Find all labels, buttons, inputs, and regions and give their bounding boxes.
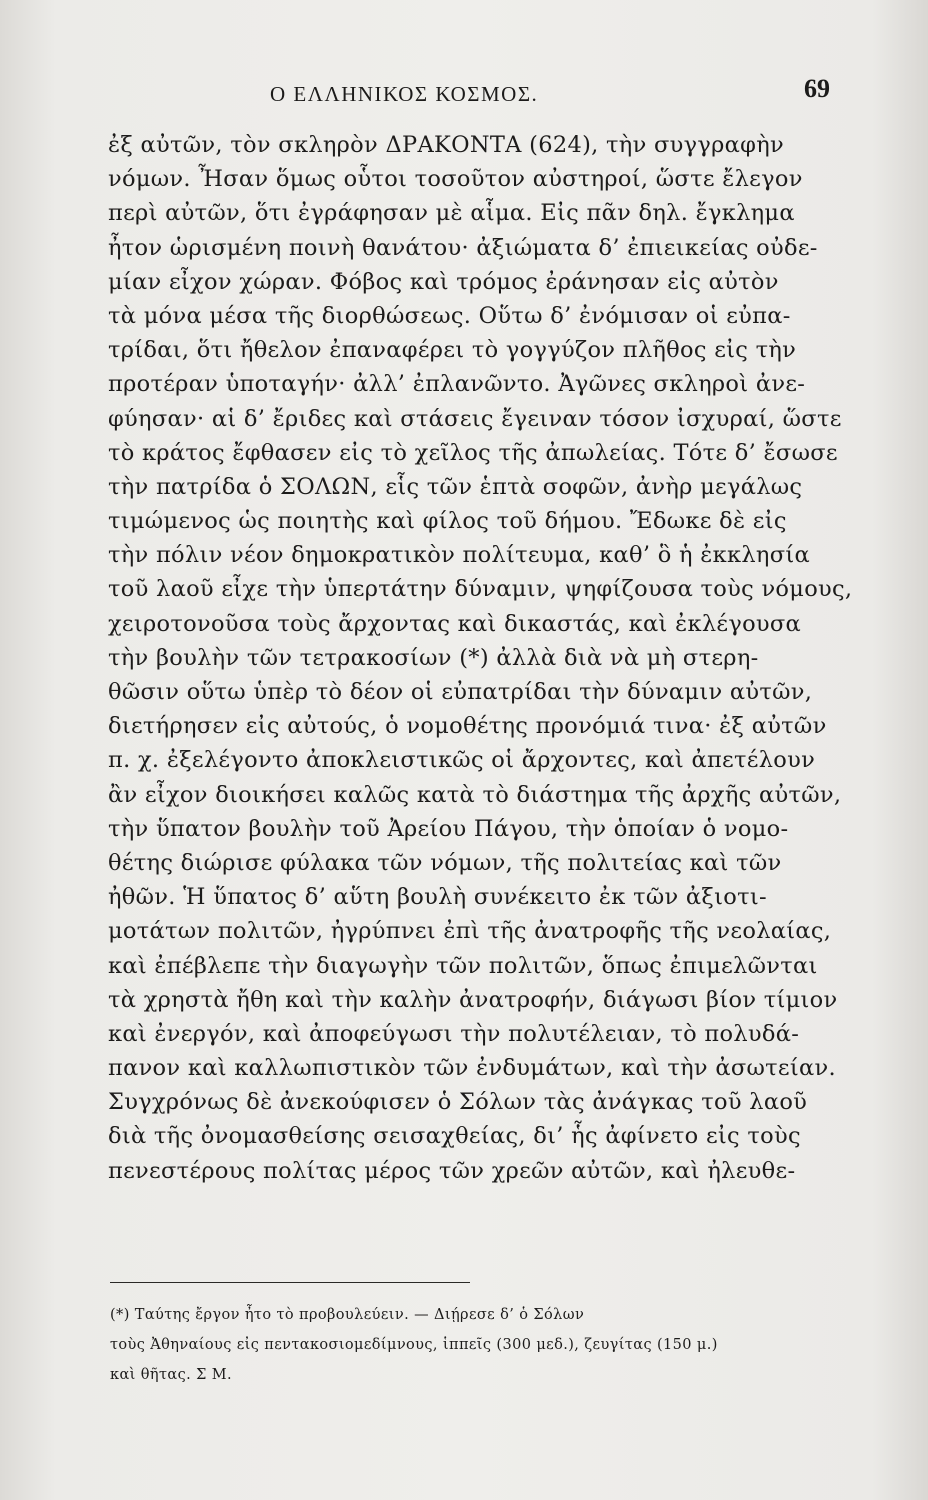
text-line: θέτης διώρισε φύλακα τῶν νόμων, τῆς πολιτείας καὶ τῶν — [108, 849, 782, 876]
main-text — [108, 128, 853, 1188]
text-line: προτέραν ὑποταγήν· ἀλλ’ ἐπλανῶντο. Ἀγῶνες σκληροὶ ἀνε- — [108, 371, 806, 398]
footnote-line: καὶ θῆτας. Σ Μ. — [110, 1367, 233, 1383]
text-line: φύησαν· αἱ δ’ ἔριδες καὶ στάσεις ἔγειναν τόσον ἰσχυραί, ὥστε — [108, 405, 842, 432]
text-line: πανον καὶ καλλωπιστικὸν τῶν ἐνδυμάτων, καὶ τὴν ἀσωτείαν. — [108, 1055, 836, 1082]
text-line: τὴν βουλὴν τῶν τετρακοσίων (*) ἀλλὰ διὰ νὰ μὴ στερη- — [108, 644, 759, 671]
footnote — [110, 1300, 770, 1390]
text-line: καὶ ἐνεργόν, καὶ ἀποφεύγωσι τὴν πολυτέλειαν, τὸ πολυδά- — [108, 1020, 800, 1047]
text-line: μοτάτων πολιτῶν, ἠγρύπνει ἐπὶ τῆς ἀνατροφῆς τῆς νεολαίας, — [108, 918, 832, 945]
text-line: ἠθῶν. Ἡ ὕπατος δ’ αὕτη βουλὴ συνέκειτο ἐκ τῶν ἀξιοτι- — [108, 884, 767, 911]
text-line: νόμων. Ἦσαν ὅμως οὗτοι τοσοῦτον αὐστηροί, ὥστε ἔλεγον — [108, 166, 803, 193]
text-line: περὶ αὐτῶν, ὅτι ἐγράφησαν μὲ αἷμα. Εἰς πᾶν δηλ. ἔγκλημα — [108, 200, 795, 227]
text-line: καὶ ἐπέβλεπε τὴν διαγωγὴν τῶν πολιτῶν, ὅπως ἐπιμελῶνται — [108, 952, 818, 979]
text-line: ἐξ αὐτῶν, τὸν σκληρὸν ΔΡΑΚΟΝΤΑ (624), τὴν συγγραφὴν — [108, 132, 784, 158]
text-line: χειροτονοῦσα τοὺς ἄρχοντας καὶ δικαστάς, καὶ ἐκλέγουσα — [108, 610, 802, 637]
text-line: τὴν πόλιν νέον δημοκρατικὸν πολίτευμα, καθ’ ὃ ἡ ἐκκλησία — [108, 542, 810, 569]
text-line: τὸ κράτος ἔφθασεν εἰς τὸ χεῖλος τῆς ἀπωλείας. Τότε δ’ ἔσωσε — [108, 439, 838, 466]
text-line: ἂν εἶχον διοικήσει καλῶς κατὰ τὸ διάστημα τῆς ἀρχῆς αὐτῶν, — [108, 781, 842, 808]
text-line: μίαν εἶχον χώραν. Φόβος καὶ τρόμος ἐράνησαν εἰς αὐτὸν — [108, 268, 779, 295]
text-line: π. χ. ἐξελέγοντο ἀποκλειστικῶς οἱ ἄρχοντες, καὶ ἀπετέλουν — [108, 747, 816, 774]
text-line: Συγχρόνως δὲ ἀνεκούφισεν ὁ Σόλων τὰς ἀνάγκας τοῦ λαοῦ — [108, 1089, 808, 1116]
text-line: τὰ μόνα μέσα τῆς διορθώσεως. Οὕτω δ’ ἐνόμισαν οἱ εὐπα- — [108, 302, 791, 329]
text-line: διὰ τῆς ὀνομασθείσης σεισαχθείας, δι’ ἧς ἀφίνετο εἰς τοὺς — [108, 1123, 801, 1150]
text-line: διετήρησεν εἰς αὐτούς, ὁ νομοθέτης προνόμιά τινα· ἐξ αὐτῶν — [108, 713, 827, 740]
text-line: τὰ χρηστὰ ἤθη καὶ τὴν καλὴν ἀνατροφήν, διάγωσι βίον τίμιον — [108, 986, 838, 1013]
text-line: τοῦ λαοῦ εἶχε τὴν ὑπερτάτην δύναμιν, ψηφίζουσα τοὺς νόμους, — [108, 576, 853, 603]
text-line: πενεστέρους πολίτας μέρος τῶν χρεῶν αὐτῶν, καὶ ἠλευθε- — [108, 1157, 796, 1184]
text-line: ἦτον ὡρισμένη ποινὴ θανάτου· ἀξιώματα δ’ ἐπιεικείας οὐδε- — [108, 234, 818, 261]
text-line: τὴν ὕπατον βουλὴν τοῦ Ἀρείου Πάγου, τὴν ὁποίαν ὁ νομο- — [108, 815, 789, 842]
text-line: θῶσιν οὕτω ὑπὲρ τὸ δέον οἱ εὐπατρίδαι τὴν δύναμιν αὐτῶν, — [108, 679, 813, 705]
text-line: τρίδαι, ὅτι ἤθελον ἐπαναφέρει τὸ γογγύζον πλῆθος εἰς τὴν — [108, 337, 797, 364]
page-number: 69 — [804, 74, 830, 103]
footnote-line: (*) Ταύτης ἔργον ἦτο τὸ προβουλεύειν. — Διῄρεσε δ’ ὁ Σόλων — [110, 1307, 585, 1323]
running-head-title: Ο ΕΛΛΗΝΙΚΟΣ ΚΟΣΜΟΣ. — [270, 82, 539, 106]
footnote-divider — [110, 1282, 470, 1283]
text-line: τιμώμενος ὡς ποιητὴς καὶ φίλος τοῦ δήμου. Ἔδωκε δὲ εἰς — [108, 508, 787, 535]
text-line: τὴν πατρίδα ὁ ΣΟΛΩΝ, εἷς τῶν ἑπτὰ σοφῶν, ἀνὴρ μεγάλως — [108, 473, 803, 500]
running-head — [270, 74, 830, 114]
footnote-line: τοὺς Ἀθηναίους εἰς πεντακοσιομεδίμνους, ἱππεῖς (300 μεδ.), ζευγίτας (150 μ.) — [110, 1337, 718, 1353]
